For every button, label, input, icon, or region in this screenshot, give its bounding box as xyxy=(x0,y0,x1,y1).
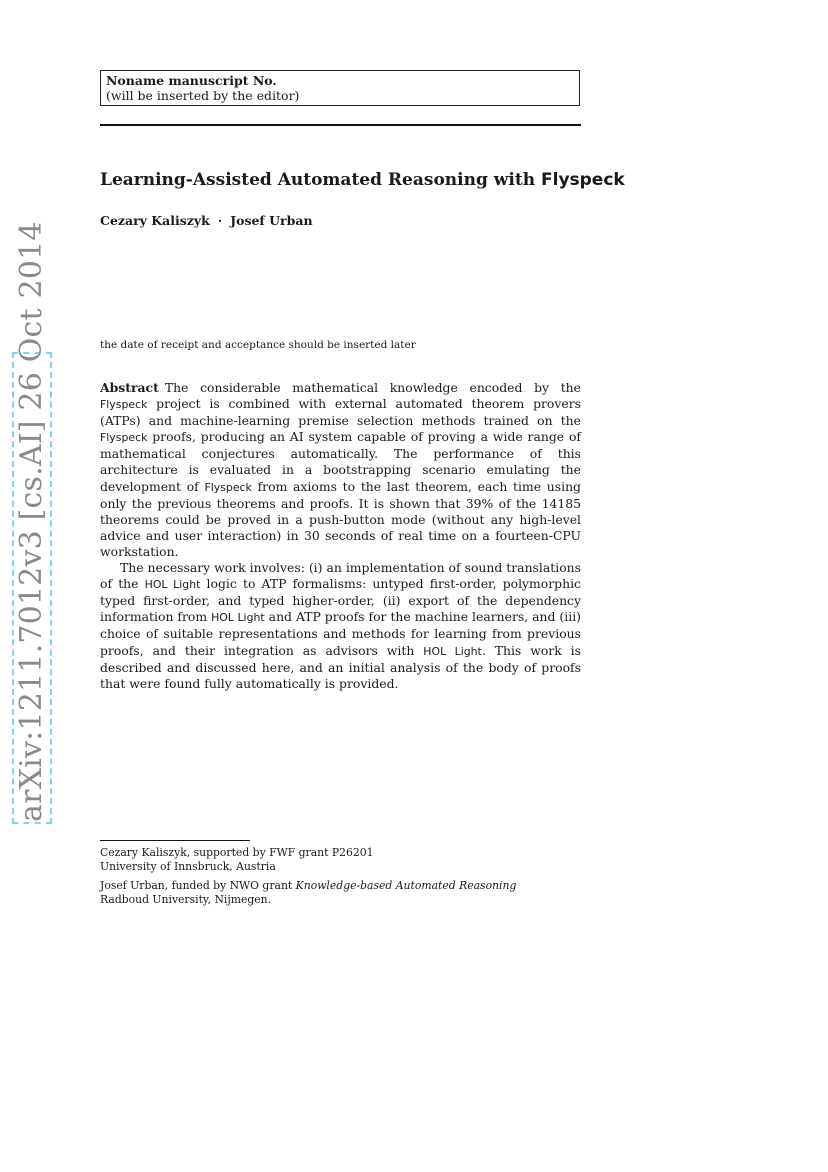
footnote-rule xyxy=(100,840,250,841)
author-2: Josef Urban xyxy=(230,213,313,228)
author-1: Cezary Kaliszyk xyxy=(100,213,210,228)
system-name: Flyspeck xyxy=(100,398,148,412)
received-note: the date of receipt and acceptance should be inserted later xyxy=(100,339,416,351)
author-separator: · xyxy=(217,213,223,228)
system-name: HOL Light xyxy=(144,578,201,592)
system-name: HOL Light xyxy=(211,611,265,625)
abstract-heading: Abstract xyxy=(100,380,159,395)
abstract xyxy=(100,380,581,692)
arxiv-stamp[interactable]: arXiv:1211.7012v3 [cs.AI] 26 Oct 2014 xyxy=(12,352,52,824)
paper-title-main: Learning-Assisted Automated Reasoning with xyxy=(100,170,541,190)
footnote-author-2: Josef Urban, funded by NWO grant Knowledge-based Automated Reasoning Radboud University, Nijmegen. xyxy=(100,879,517,906)
manuscript-number-note: (will be inserted by the editor) xyxy=(106,88,300,103)
manuscript-number-label: Noname manuscript No. xyxy=(106,73,277,88)
manuscript-number-box xyxy=(100,70,580,106)
system-name: Flyspeck xyxy=(204,480,252,494)
abstract-paragraph-2: The necessary work involves: (i) an implementation of sound translations of the HOL Light logic to ATP formalisms: untyped first-order, polymorphic typed first-order, and typed higher-order, (ii) export of the dependency information from HOL Light and ATP proofs for the machine learners, and (iii) choice of suitable representations and methods for learning from previous proofs, and their integration as advisors with HOL Light. This work is described and discussed here, and an initial analysis of the body of proofs that were found fully automatically is provided. xyxy=(100,560,581,691)
arxiv-stamp-container xyxy=(10,221,54,824)
paper-title xyxy=(100,170,625,190)
header-rule xyxy=(100,124,581,126)
paper-title-system: Flyspeck xyxy=(541,170,625,190)
author-list xyxy=(100,213,313,228)
system-name: HOL Light xyxy=(423,644,482,658)
footnote-author-1: Cezary Kaliszyk, supported by FWF grant P26201 University of Innsbruck, Austria xyxy=(100,846,374,873)
system-name: Flyspeck xyxy=(100,431,148,445)
abstract-paragraph-1: Abstract The considerable mathematical knowledge encoded by the Flyspeck project is combined with external automated theorem provers (ATPs) and machine-learning premise selection methods trained on the Flyspeck proofs, producing an AI system capable of proving a wide range of mathematical conjectures automatically. The performance of this architecture is evaluated in a bootstrapping scenario emulating the development of Flyspeck from axioms to the last theorem, each time using only the previous theorems and proofs. It is shown that 39% of the 14185 theorems could be proved in a push-button mode (without any high-level advice and user interaction) in 30 seconds of real time on a fourteen-CPU workstation. xyxy=(100,380,581,559)
